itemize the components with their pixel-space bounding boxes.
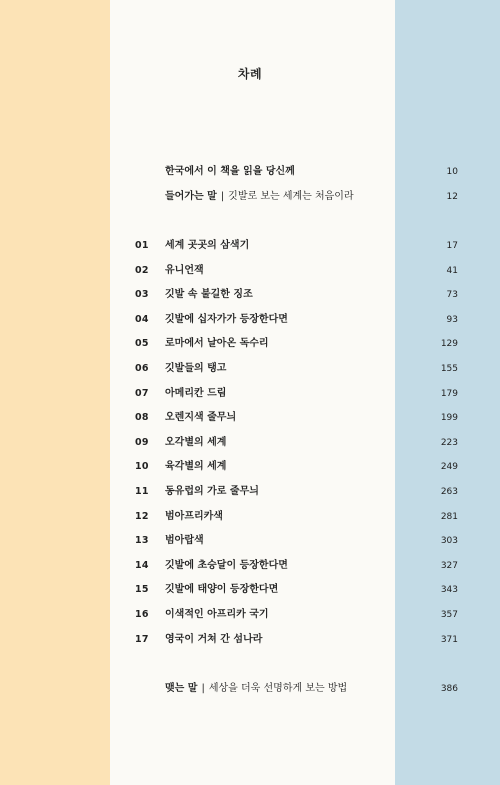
toc-chapter[interactable] — [0, 607, 500, 623]
chapter-number: 01 — [135, 240, 149, 251]
chapter-page: 93 — [446, 314, 458, 325]
chapter-title: 동유럽의 가로 줄무늬 — [165, 486, 259, 497]
chapter-page: 179 — [440, 388, 458, 399]
entry-title-lead: 한국에서 이 책을 읽을 당신께 — [165, 166, 295, 177]
chapter-title: 깃발에 초승달이 등장한다면 — [165, 559, 288, 571]
toc-chapter[interactable] — [0, 484, 500, 500]
toc-entry-intro[interactable] — [0, 164, 500, 180]
chapter-title: 깃발에 십자가가 등장한다면 — [165, 313, 288, 325]
chapter-title: 오각별의 세계 — [165, 436, 227, 448]
chapter-number: 12 — [135, 510, 149, 522]
toc-entry-closing[interactable] — [0, 681, 500, 697]
chapter-number: 14 — [135, 559, 149, 571]
toc-chapter[interactable] — [0, 410, 500, 426]
toc-chapter[interactable] — [0, 435, 500, 451]
page-title: 차례 — [237, 67, 263, 81]
entry-title — [165, 681, 347, 697]
toc-chapter[interactable] — [0, 312, 500, 328]
chapter-number: 16 — [135, 609, 149, 620]
chapter-number: 03 — [135, 289, 149, 301]
chapter-title: 영국이 거쳐 간 섬나라 — [165, 633, 263, 645]
chapter-title: 아메리칸 드림 — [165, 387, 227, 399]
chapter-number: 08 — [135, 412, 149, 424]
chapter-page: 73 — [446, 290, 458, 301]
chapter-title: 범아프리카색 — [165, 510, 223, 522]
entry-title — [165, 164, 295, 180]
chapter-number: 15 — [135, 584, 149, 596]
toc-chapter[interactable] — [0, 509, 500, 525]
chapter-page: 357 — [440, 610, 458, 620]
chapter-title: 범아랍색 — [165, 535, 204, 547]
chapter-number: 11 — [135, 486, 149, 497]
chapter-page: 41 — [446, 265, 458, 276]
chapter-number: 13 — [135, 535, 149, 547]
toc-chapter[interactable] — [0, 558, 500, 574]
chapter-page: 129 — [440, 339, 458, 350]
toc-chapter[interactable] — [0, 582, 500, 598]
entry-page: 386 — [440, 684, 458, 694]
toc-chapter[interactable] — [0, 263, 500, 279]
entry-separator: | — [220, 191, 225, 202]
chapter-number: 09 — [135, 436, 149, 448]
chapter-page: 17 — [446, 241, 458, 251]
chapter-page: 249 — [440, 462, 458, 473]
chapter-page: 327 — [440, 560, 458, 571]
toc-chapter[interactable] — [0, 361, 500, 377]
chapter-title: 깃발 속 불길한 징조 — [165, 289, 253, 301]
chapter-title: 육각별의 세계 — [165, 461, 227, 473]
chapter-page: 371 — [440, 634, 458, 645]
chapter-title: 오렌지색 줄무늬 — [165, 412, 237, 424]
chapter-number: 02 — [135, 264, 149, 276]
chapter-title: 깃발들의 탱고 — [165, 363, 227, 374]
toc-chapter[interactable] — [0, 336, 500, 352]
toc-chapter[interactable] — [0, 238, 500, 254]
chapter-title: 깃발에 태양이 등장한다면 — [165, 584, 279, 596]
chapter-page: 155 — [440, 364, 458, 374]
toc-chapter[interactable] — [0, 287, 500, 303]
chapter-number: 04 — [135, 313, 149, 325]
chapter-number: 06 — [135, 363, 149, 374]
chapter-number: 07 — [135, 387, 149, 399]
chapter-page: 281 — [440, 511, 458, 522]
toc-chapter[interactable] — [0, 459, 500, 475]
chapter-page: 223 — [440, 437, 458, 448]
chapter-title: 유니언잭 — [165, 264, 204, 276]
entry-separator: | — [201, 683, 205, 694]
chapter-number: 17 — [135, 633, 149, 645]
chapter-title: 이색적인 아프리카 국기 — [165, 609, 269, 620]
toc-chapter[interactable] — [0, 386, 500, 402]
chapter-page: 199 — [440, 413, 458, 424]
toc-entry-preface[interactable] — [0, 189, 500, 205]
entry-title-lead: 들어가는 말 — [165, 191, 217, 202]
entry-title-rest: 세상을 더욱 선명하게 보는 방법 — [208, 683, 348, 694]
entry-page: 10 — [446, 167, 458, 177]
entry-page: 12 — [446, 192, 458, 202]
chapter-title: 로마에서 날아온 독수리 — [165, 338, 269, 350]
chapter-number: 10 — [135, 461, 149, 473]
entry-title — [165, 189, 354, 205]
toc-chapter[interactable] — [0, 533, 500, 549]
entry-title-rest: 깃발로 보는 세계는 처음이라 — [228, 191, 354, 202]
chapter-title: 세계 곳곳의 삼색기 — [165, 240, 250, 251]
toc-chapter[interactable] — [0, 632, 500, 648]
chapter-page: 303 — [440, 536, 458, 547]
chapter-number: 05 — [135, 338, 149, 350]
chapter-page: 343 — [440, 585, 458, 596]
entry-title-lead: 맺는 말 — [165, 683, 198, 694]
chapter-page: 263 — [440, 487, 458, 497]
